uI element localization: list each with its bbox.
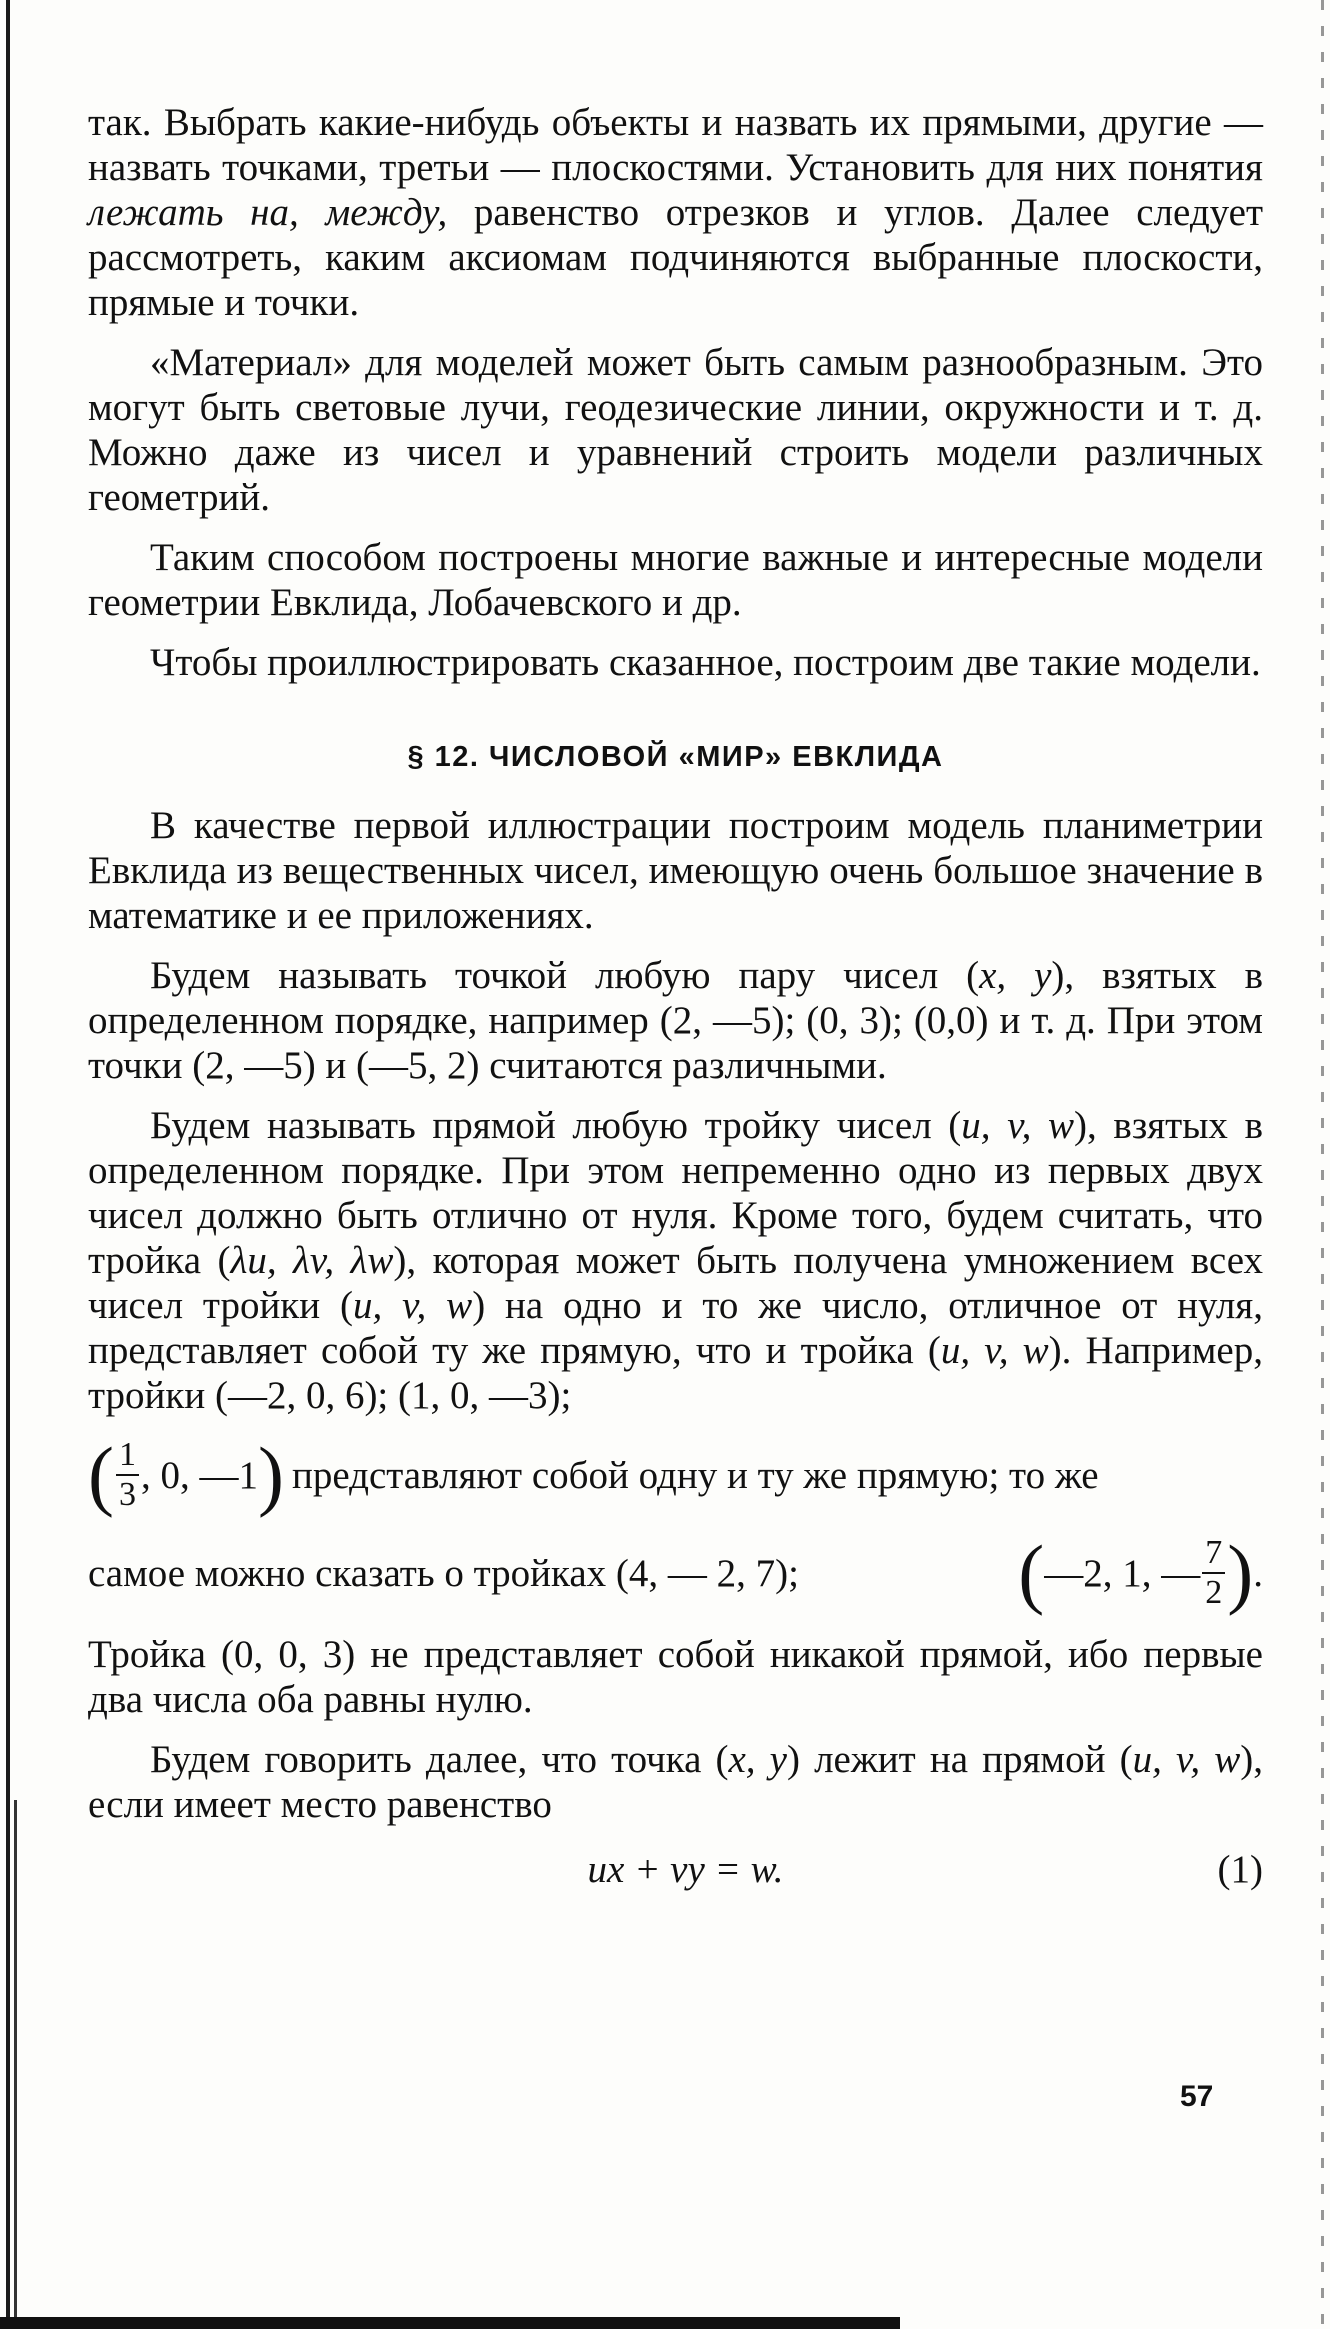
scan-edge-left-inner — [14, 1800, 17, 2329]
paragraph-6: Будем называть точкой любую пару чисел (x, y), взятых в определенном порядке, например (2, —5); (0, 3); (0,0) и т. д. При этом точки (2, —5) и (—5, 2) считаются различными. — [88, 954, 1263, 1087]
paragraph-5: В качестве первой иллюстрации построим модель планиметрии Евклида из вещественных чисел, имеющую очень большое значение в математике и ее приложениях. — [88, 804, 1263, 937]
scan-edge-bottom — [0, 2317, 900, 2329]
equation-number: (1) — [1217, 1848, 1263, 1891]
page-body — [88, 100, 1263, 1892]
equation-1 — [88, 1847, 1263, 1892]
math-line-1: ( $\frac{1}{3}$ , 0, —1 ) представляют собой одну и ту же прямую; то же — [88, 1431, 1099, 1518]
math-line-2: самое можно сказать о тройках (4, — 2, 7); ( —2, 1, — $\frac{7}{2}$ ) . — [88, 1529, 1263, 1616]
paragraph-9: Будем говорить далее, что точка (x, y) лежит на прямой (u, v, w), если имеет место равенство — [88, 1738, 1263, 1826]
paragraph-2: «Материал» для моделей может быть самым разнообразным. Это могут быть световые лучи, геодезические линии, окружности и т. д. Можно даже из чисел и уравнений строить модели различных геометрий. — [88, 341, 1263, 519]
equation-text: ux + vy = w. — [587, 1848, 784, 1891]
paragraph-4: Чтобы проиллюстрировать сказанное, построим две такие модели. — [150, 641, 1261, 684]
section-heading: § 12. ЧИСЛОВОЙ «МИР» ЕВКЛИДА — [407, 741, 944, 773]
paragraph-1: так. Выбрать какие-нибудь объекты и назвать их прямыми, другие — назвать точками, третьи — плоскостями. Установить для них понятия лежать на, между, равенство отрезков и углов. Далее следует рассмотреть, каким аксиомам подчиняются выбранные плоскости, прямые и точки. — [88, 101, 1263, 324]
fraction-seven-halves: $\frac{7}{2}$ — [1202, 1534, 1225, 1612]
paragraph-8: Тройка (0, 0, 3) не представляет собой никакой прямой, ибо первые два числа оба равны нулю. — [88, 1633, 1263, 1721]
paragraph-7: Будем называть прямой любую тройку чисел (u, v, w), взятых в определенном порядке. При этом непременно одно из первых двух чисел должно быть отлично от нуля. Кроме того, будем считать, что тройка (λu, λv, λw), которая может быть получена умножением всех чисел тройки (u, v, w) на одно и то же число, отличное от нуля, представляет собой ту же прямую, что и тройка (u, v, w). Например, тройки (—2, 0, 6); (1, 0, —3); — [88, 1104, 1264, 1417]
fraction-one-third: $\frac{1}{3}$ — [116, 1436, 139, 1514]
scan-edge-left — [6, 0, 10, 2329]
paragraph-3: Таким способом построены многие важные и интересные модели геометрии Евклида, Лобачевского и др. — [88, 536, 1263, 624]
emphasis-terms: лежать на, между, — [88, 191, 448, 234]
page-number: 57 — [1180, 2080, 1214, 2113]
scan-edge-right — [1321, 0, 1324, 2329]
